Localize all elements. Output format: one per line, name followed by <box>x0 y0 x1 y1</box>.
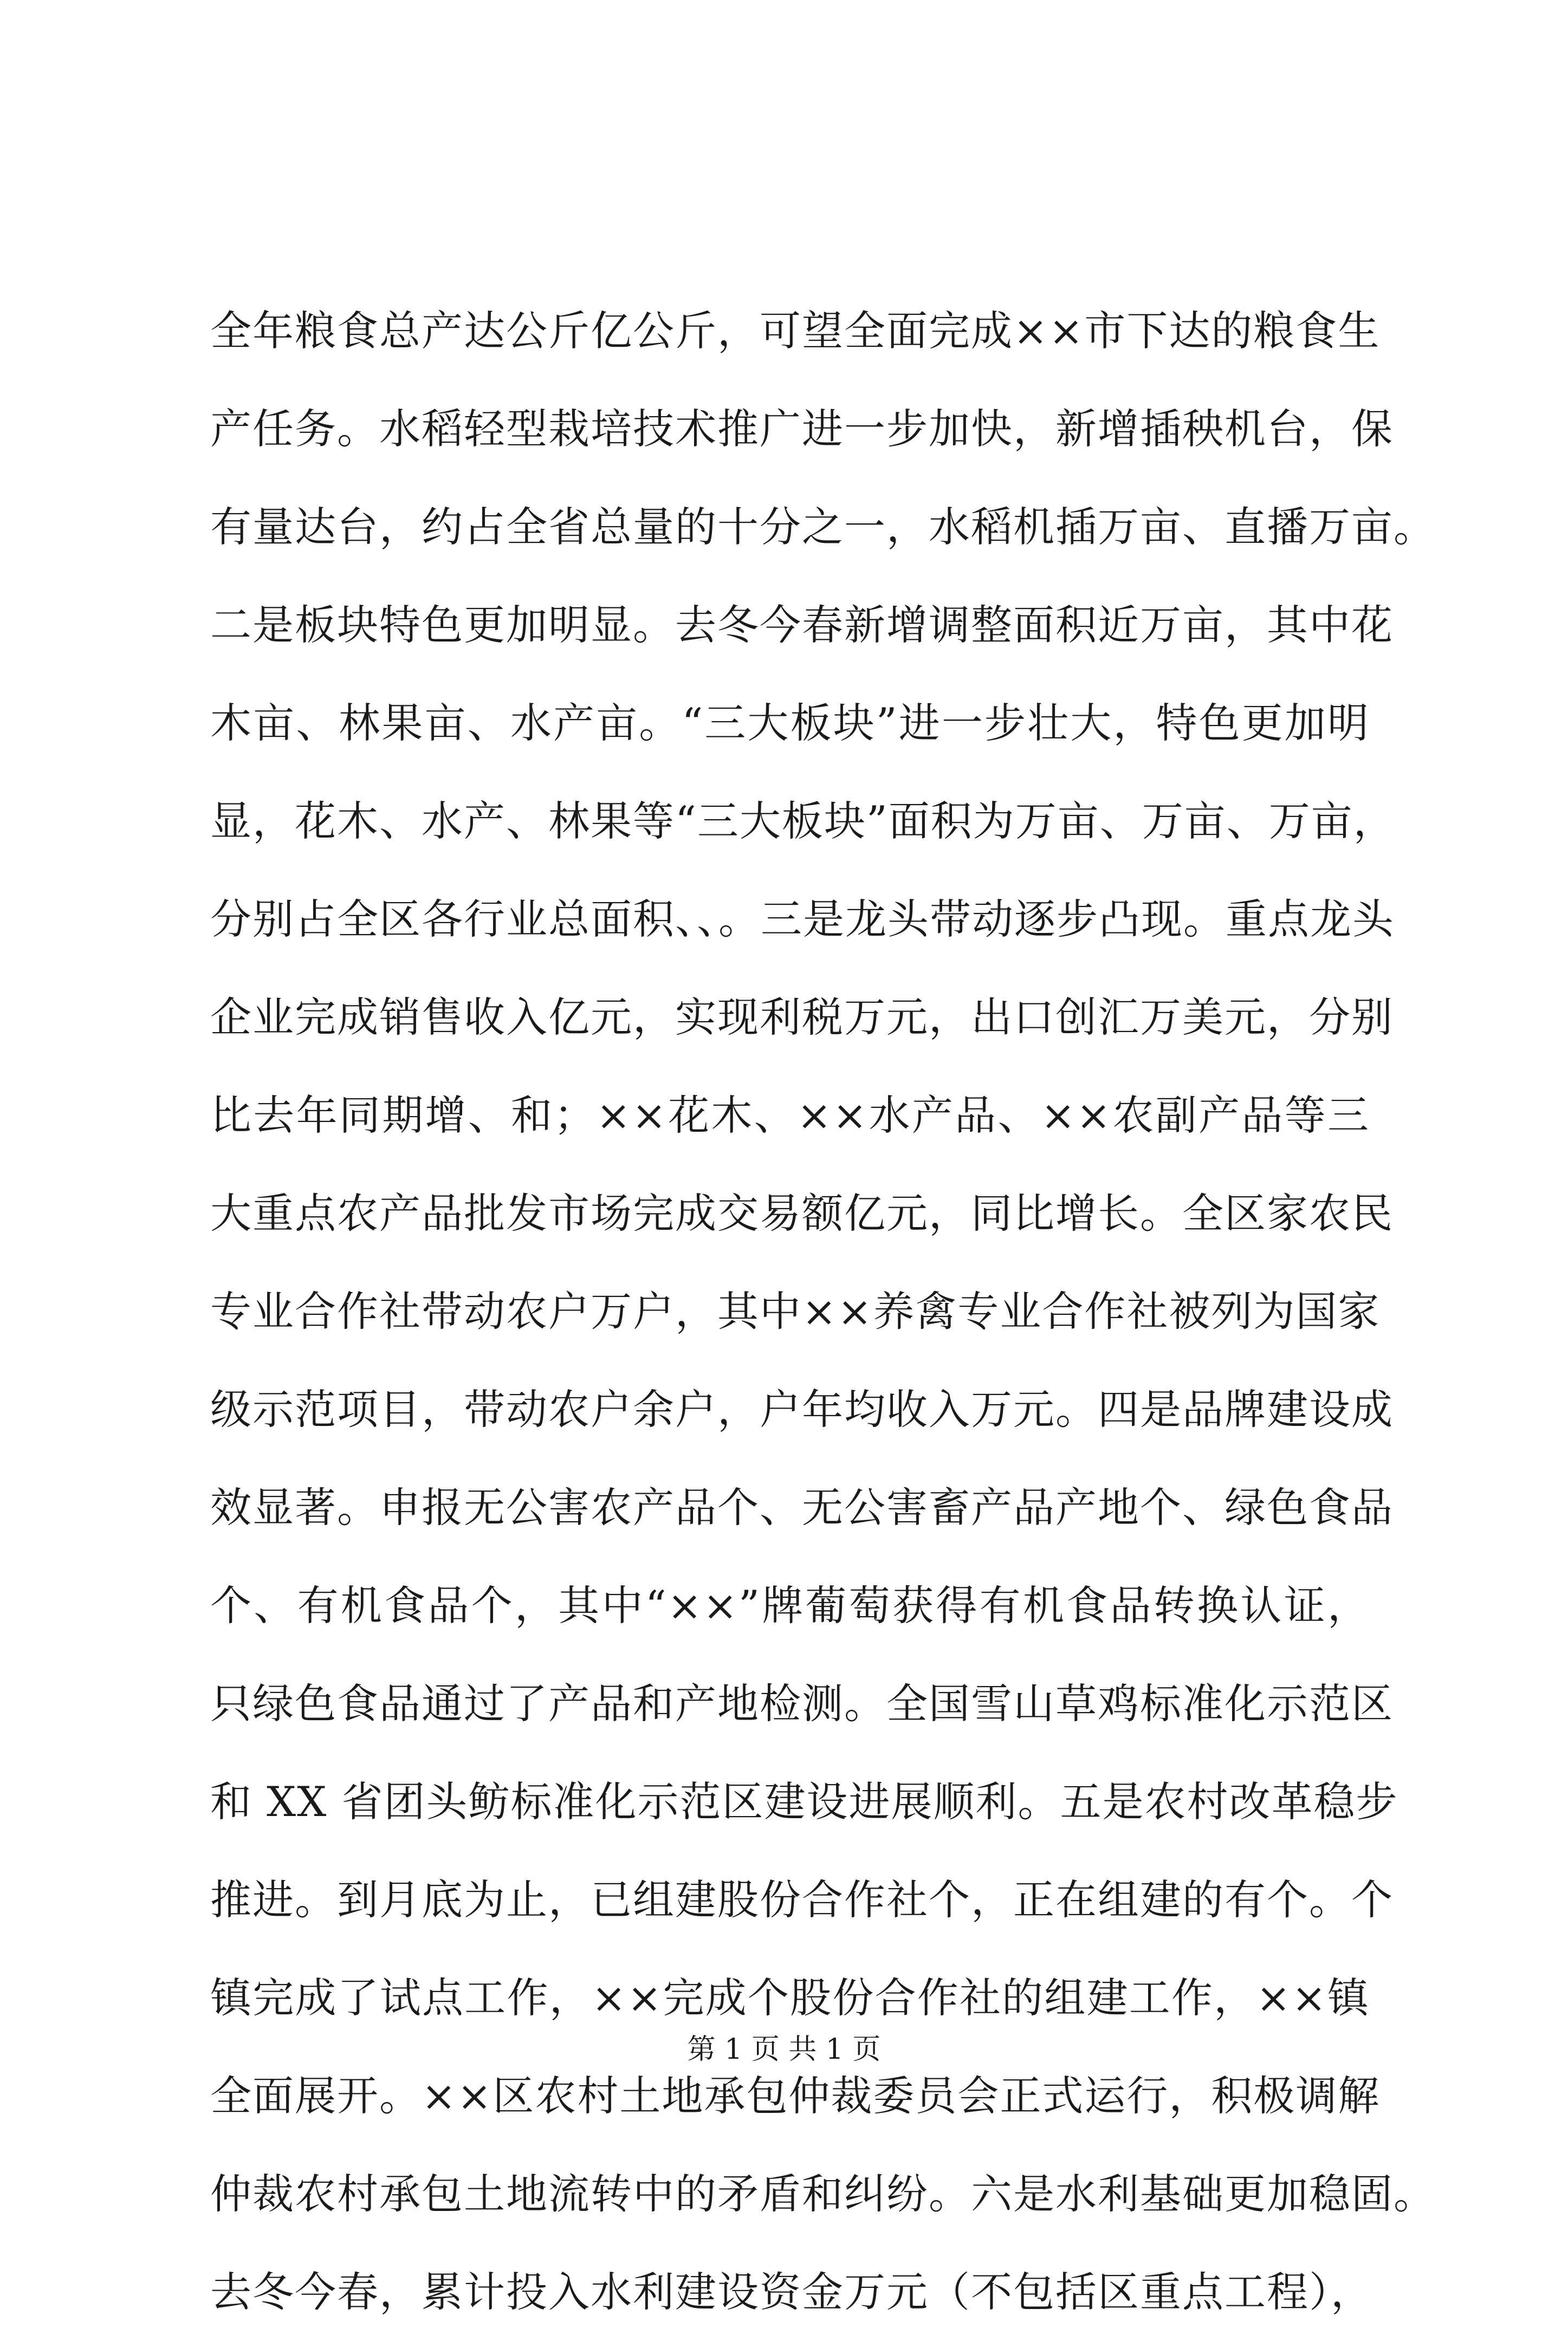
text-line: 推进。到月底为止，已组建股份合作社个，正在组建的有个。个 <box>210 1876 1394 1924</box>
page-number-footer: 第 1 页 共 1 页 <box>687 2033 881 2066</box>
text-line: 木亩、林果亩、水产亩。“三大板块”进一步壮大，特色更加明 <box>210 699 1370 747</box>
text-line: 效显著。申报无公害农产品个、无公害畜产品产地个、绿色食品 <box>210 1483 1394 1532</box>
text-line: 产任务。水稻轻型栽培技术推广进一步加快，新增插秧机台，保 <box>210 405 1394 453</box>
text-line: 全年粮食总产达公斤亿公斤，可望全面完成××市下达的粮食生 <box>210 307 1381 355</box>
text-line: 专业合作社带动农户万户，其中××养禽专业合作社被列为国家 <box>210 1287 1381 1335</box>
text-line: 全面展开。××区农村土地承包仲裁委员会正式运行，积极调解 <box>210 2072 1381 2120</box>
text-line: 二是板块特色更加明显。去冬今春新增调整面积近万亩，其中花 <box>210 601 1394 649</box>
text-line: 级示范项目，带动农户余户，户年均收入万元。四是品牌建设成 <box>210 1385 1394 1434</box>
text-line: 大重点农产品批发市场完成交易额亿元，同比增长。全区家农民 <box>210 1189 1394 1237</box>
text-line: 去冬今春，累计投入水利建设资金万元（不包括区重点工程）， <box>210 2268 1373 2316</box>
text-line: 只绿色食品通过了产品和产地检测。全国雪山草鸡标准化示范区 <box>210 1679 1394 1728</box>
text-line: 企业完成销售收入亿元，实现利税万元，出口创汇万美元，分别 <box>210 993 1394 1041</box>
text-line: 和 XX 省团头鲂标准化示范区建设进展顺利。五是农村改革稳步 <box>210 1778 1398 1826</box>
text-line: 分别占全区各行业总面积、、。三是龙头带动逐步凸现。重点龙头 <box>210 895 1395 943</box>
text-line: 比去年同期增、和；××花木、××水产品、××农副产品等三 <box>210 1091 1370 1139</box>
text-line: 有量达台，约占全省总量的十分之一，水稻机插万亩、直播万亩。 <box>210 503 1436 551</box>
text-line: 显，花木、水产、林果等“三大板块”面积为万亩、万亩、万亩， <box>210 797 1396 845</box>
text-line: 镇完成了试点工作，××完成个股份合作社的组建工作，××镇 <box>210 1974 1370 2022</box>
text-line: 个、有机食品个，其中“××”牌葡萄获得有机食品转换认证， <box>210 1581 1370 1630</box>
text-line: 仲裁农村承包土地流转中的矛盾和纠纷。六是水利基础更加稳固。 <box>210 2170 1436 2218</box>
